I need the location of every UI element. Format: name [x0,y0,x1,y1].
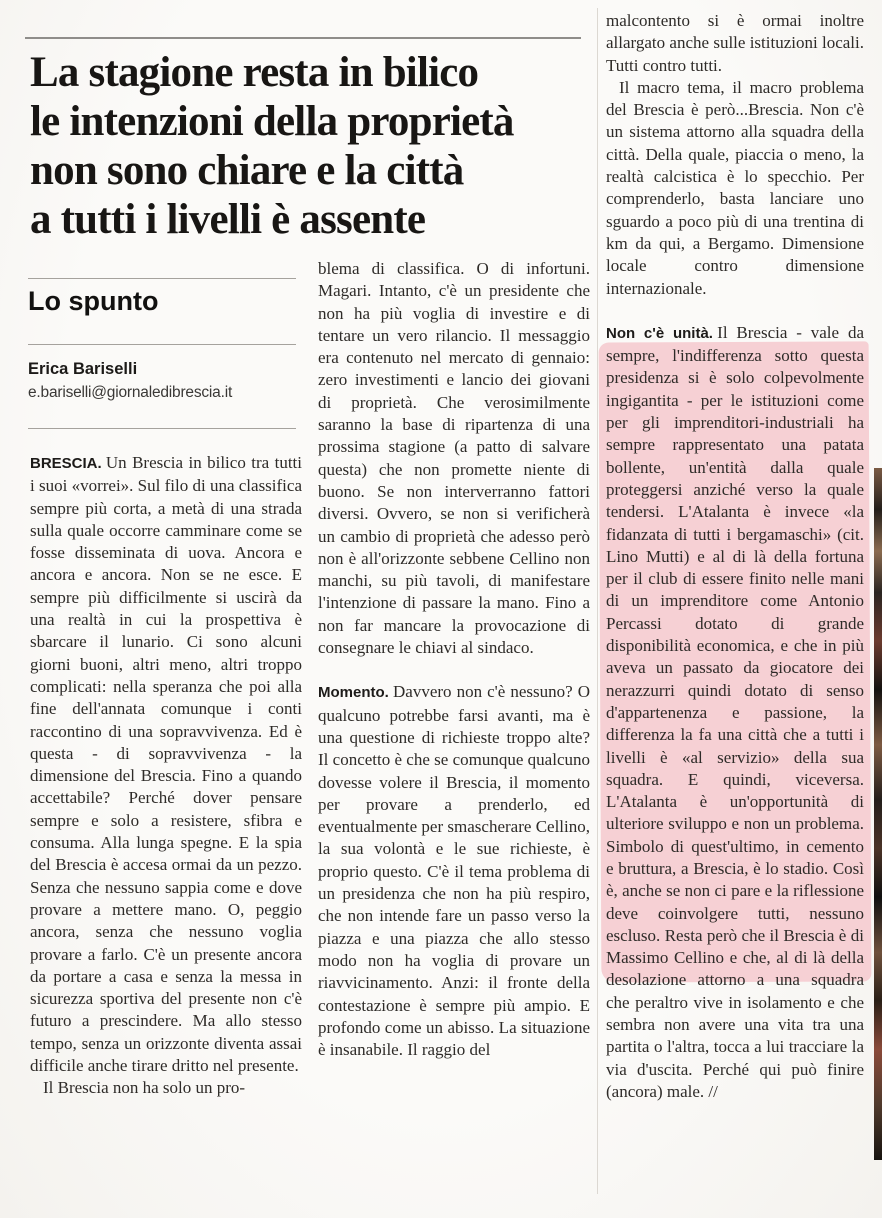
kicker-label: Lo spunto [28,286,159,316]
headline-line-3: non sono chiare e la città [30,147,464,194]
headline [30,48,590,244]
inline-subhead-momento: Momento. [318,684,389,702]
paragraph-lead-brescia [30,452,302,1077]
kicker-bottom-rule [28,344,296,345]
inline-subhead-non-ce-unita: Non c'è unità. [606,324,713,342]
byline-author: Erica Bariselli [28,360,138,378]
body-column-2 [318,258,590,1194]
column-divider [597,8,598,1194]
paragraph-text: Il Brescia - vale da sempre, l'indifferenza sotto questa presidenza si è solo colpevolmente ingigantita - per le istituzioni come per gli imprenditori-industriali ha sempre rappresentato una patata bollente, un'entità dalla quale proteggersi anziché verso la quale tendersi. L'Atalanta è invece «la fidanzata di tutti i bergamaschi» (cit. Lino Mutti) e al di là della fortuna per il club di essere finito nelle mani di un imprenditore come Antonio Percassi dotato di grande disponibilità economica, e che in più aveva un passato da giocatore dei nerazzurri quindi dotato di senso d'appartenenza e passione, la differenza la fa una città che a tutti i livelli è «al servizio» della sua squadra. E quindi, viceversa. L'Atalanta è un'opportunità di ulteriore sviluppo e non un problema. Simbolo di quest'ultimo, in cemento e bruttura, a Brescia, è lo stadio. Così è, anche se non ci pare e la riflessione deve coinvolgere tutti, nessuno escluso. Resta però che il Brescia è di Massimo Cellino e che, al di là della desolazione attorno a una squadra che peraltro vive in isolamento e che sembra non avere una vita tra una partita o l'altra, tocca a lui tracciare la via d'uscita. Perché qui può finire (ancora) male. // [606,322,864,1101]
headline-line-4: a tutti i livelli è assente [30,196,426,243]
byline-bottom-rule [28,428,296,429]
paragraph-non-ce-unita [606,322,864,1103]
paragraph-text: Davvero non c'è nessuno? O qualcuno potrebbe farsi avanti, ma è una questione di richieste troppo alte? Il concetto è che se comunque qualcuno dovesse volere il Brescia, il momento per provare a prenderlo, ed eventualmente per smascherare Cellino, la sua volontà e le sue richieste, è proprio questo. C'è il tema problema di un presidenza che non ha più respiro, che non intende fare un passo verso la piazza e una piazza che allo stesso modo non ha voglia di provare un riavvicinamento. Anzi: il fronte della contestazione è sempre più ampio. E profondo come un abisso. La situazione è insanabile. Il raggio del [318,682,590,1060]
paragraph-text: Il macro tema, il macro problema del Brescia è però...Brescia. Non c'è un sistema attorno alla squadra della città. Della quale, piaccia o meno, la realtà calcistica è lo specchio. Per comprenderlo, basta lanciare uno sguardo a poco più di una trentina di km da qui, a Bergamo. Dimensione locale contro dimensione internazionale. [606,77,864,298]
paragraph-momento [318,681,590,1061]
paragraph-text: blema di classifica. O di infortuni. Magari. Intanto, c'è un presidente che non ha più voglia di investire e di tentare un vero rilancio. Il messaggio era contenuto nel mercato di gennaio: zero investimenti e lancio dei giovani di proprietà. Che verosimilmente saranno la base di ripartenza di una prossima stagione (a patto di salvare questa) che non promette niente di buono. Se non interverranno fattori diversi. Ovvero, se non si verificherà un cambio di proprietà che adesso però non è all'orizzonte sebbene Cellino non manchi, su più tavoli, di manifestare l'intenzione di passare la mano. Fino a non far mancare la provocazione di consegnare le chiavi al sindaco. [318,259,590,658]
headline-line-2: le intenzioni della proprietà [30,98,514,145]
adjacent-page-sliver [874,468,882,1160]
headline-top-rule [25,37,581,39]
kicker-top-rule [28,278,296,279]
body-column-1 [30,452,302,1194]
paragraph [318,258,590,659]
body-column-3 [606,10,864,1180]
paragraph [606,77,864,300]
paragraph-text: malcontento si è ormai inoltre allargato anche sulle istituzioni locali. Tutti contro tutti. [606,11,864,75]
paragraph [30,1077,302,1099]
byline-email: e.bariselli@giornaledibrescia.it [28,384,233,401]
paragraph-text: Il Brescia non ha solo un pro- [43,1078,246,1098]
headline-line-1: La stagione resta in bilico [30,49,479,96]
dateline-brescia: BRESCIA. [30,455,102,472]
paragraph [606,10,864,77]
paragraph-text: Un Brescia in bilico tra tutti i suoi «vorrei». Sul filo di una classifica sempre più corta, a metà di una strada sulla quale occorre camminare come se fosse disseminata di uova. Ancora e ancora e ancora. Non se ne esce. E sempre più difficilmente si uscirà da una realtà in cui la prospettiva è sbarcare il lunario. Ci sono alcuni giorni buoni, altri meno, altri troppo complicati: nella speranza che poi alla fine dell'annata comunque i conti raccontino di una sopravvivenza. Ed è questa - di sopravvivenza - la dimensione del Brescia. Fino a quando accettabile? Perché dover pensare sempre e solo a resistere, sfibra e consuma. Alla lunga spegne. E la spia del Brescia è accesa ormai da un pezzo. Senza che nessuno sappia come e dove provare a mettere mano. O, peggio ancora, senza che nessuno voglia provare a farlo. C'è un presente ancora da portare a casa e senza la messa in sicurezza sportiva del presente non c'è futuro a prescindere. Ma allo stesso tempo, senza un orizzonte diventa assai difficile anche tirare dritto nel presente. [30,453,302,1076]
